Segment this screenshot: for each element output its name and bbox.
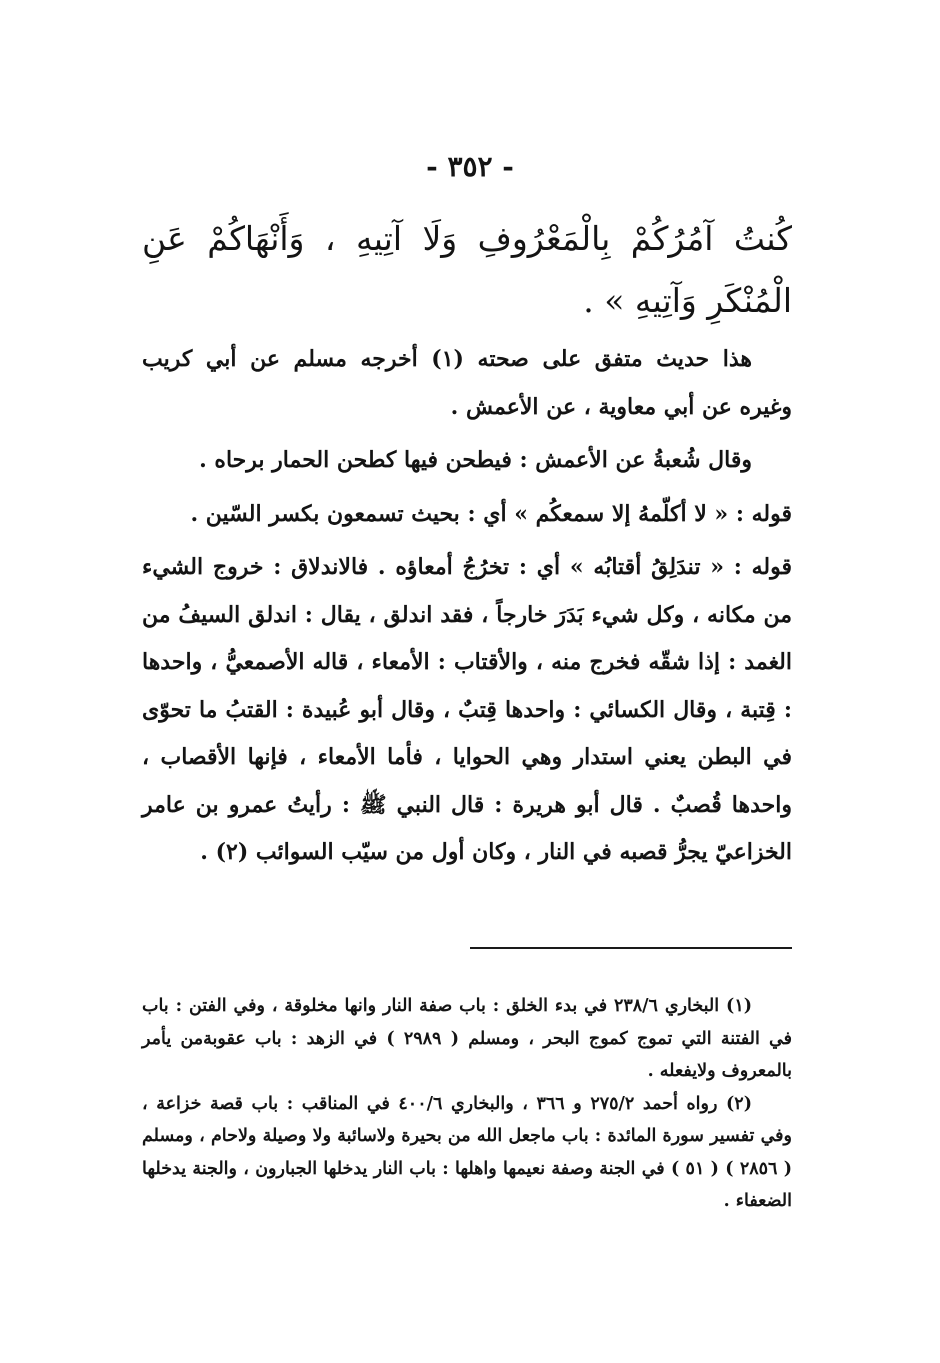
paragraph-explanation-tandaliq: قوله : « تندَلِقُ أقتابُه » أي : تخرُجُ أمعاؤه . فالاندلاق : خروج الشيء من مكانه ، وكل شيء بَدَرَ خارجاً ، فقد اندلق ، يقال : اندلق السيفُ من الغمد : إذا شقّه فخرج منه ، والأقتاب : الأمعاء ، قاله الأصمعيُّ ، واحدها : قِتبة ، وقال الكسائي : واحدها قِتبٌ ، وقال أبو عُبيدة : القتبُ ما تحوّى في البطن يعني استدار وهي الحوايا ، فأما الأمعاء ، فإنها الأقصاب ، واحدها قُصبٌ . قال أبو هريرة : قال النبي ﷺ : رأيتُ عمرو بن عامر الخزاعيّ يجرُّ قصبه في النار ، وكان أول من سيّب السوائب (٢) . (142, 554, 792, 865)
footnotes (142, 990, 792, 1218)
page-number: - ٣٥٢ - (426, 150, 514, 183)
hadith-quote: كُنتُ آمُرُكُمْ بِالْمَعْرُوفِ وَلَا آتِيهِ ، وَأَنْهَاكُمْ عَنِ الْمُنْكَرِ وَآتِيهِ » . (142, 219, 792, 320)
footnote-divider (470, 947, 792, 949)
paragraph-explanation-samakum: قوله : « لا أكلّمهُ إلا سمعكُم » أي : بحيث تسمعون بكسر السّين . (190, 500, 792, 527)
footnote-2: (٢) رواه أحمد ٢٧٥/٢ و ٣٦٦ ، والبخاري ٤٠٠/٦ في المناقب : باب قصة خزاعة ، وفي تفسير سورة المائدة : باب ماجعل الله من بحيرة ولاسائبة ولا وصيلة ولاحام ، ومسلم ( ٢٨٥٦ ) ( ٥١ ) في الجنة وصفة نعيمها واهلها : باب النار يدخلها الجبارون ، والجنة يدخلها الضعفاء . (142, 1093, 792, 1211)
paragraph-shuba-narration: وقال شُعبةُ عن الأعمش : فيطحن فيها كطحن الحمار برحاه . (199, 447, 752, 473)
footnote-1: (١) البخاري ٢٣٨/٦ في بدء الخلق : باب صفة النار وانها مخلوقة ، وفي الفتن : باب في الفتنة التي تموج كموج البحر ، ومسلم ( ٢٩٨٩ ) في الزهد : باب عقوبةمن يأمر بالمعروف ولايفعله . (142, 996, 792, 1081)
main-text (142, 336, 792, 877)
paragraph-hadith-authentication: هذا حديث متفق على صحته (١) أخرجه مسلم عن أبي كريب وغيره عن أبي معاوية ، عن الأعمش . (142, 346, 792, 420)
